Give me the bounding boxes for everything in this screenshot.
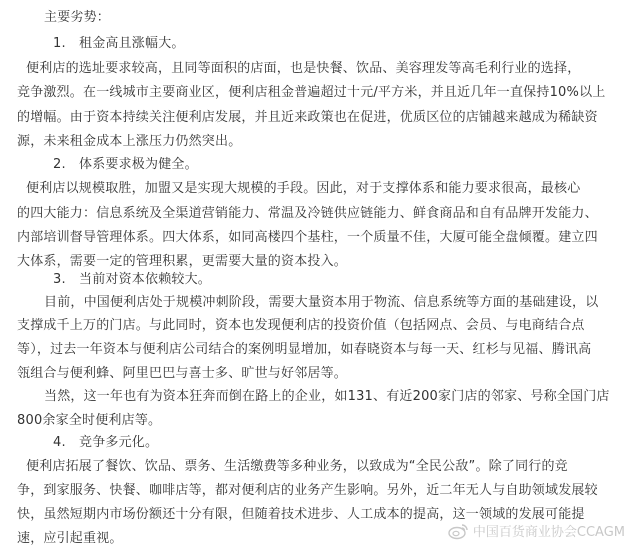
watermark-text: 中国百货商业协会CCAGM	[472, 525, 625, 540]
section-1-title: 1. 租金高且涨幅大。	[53, 36, 185, 51]
section-2-line-3: 内部培训督导管理体系。四大体系，如同高楼四个基柱，一个质量不佳，大厦可能全盘倾覆。建立四	[17, 230, 598, 245]
section-3-title: 3. 当前对资本依赖较大。	[53, 272, 212, 287]
section-2-line-2: 的四大能力：信息系统及全渠道营销能力、常温及冷链供应链能力、鲜食商品和自有品牌开发能力、	[17, 206, 598, 221]
weibo-icon	[448, 522, 470, 540]
section-3-line-5: 当然，这一年也有为资本狂奔而倒在路上的企业，如131、有近200家门店的邻家、号称全国门店	[44, 389, 610, 404]
section-1-line-3: 的增幅。由于资本持续关注便利店发展，并且近来政策也在促进，优质区位的店铺越来越成为稀缺资	[17, 110, 598, 125]
section-1-line-2: 竞争激烈。在一线城市主要商业区，便利店租金普遍超过十元/平方米，并且近几年一直保持10%以上	[17, 85, 606, 100]
section-1-line-1: 便利店的选址要求较高，且同等面积的店面，也是快餐、饮品、美容理发等高毛利行业的选择，	[26, 61, 581, 76]
section-1-line-4: 源，未来租金成本上涨压力仍然突出。	[17, 134, 242, 149]
section-4-line-4: 速，应引起重视。	[17, 531, 123, 546]
heading: 主要劣势：	[44, 10, 111, 25]
section-3-line-3: 等），过去一年资本与便利店公司结合的案例明显增加，如春晓资本与每一天、红杉与见福、腾讯高	[17, 342, 592, 357]
section-2-title: 2. 体系要求极为健全。	[53, 157, 198, 172]
section-3-line-6: 800余家全时便利店等。	[17, 413, 162, 428]
section-3-line-1: 目前，中国便利店处于规模冲刺阶段，需要大量资本用于物流、信息系统等方面的基础建设，以	[44, 295, 599, 310]
section-3-line-4: 瓴组合与便利蜂、阿里巴巴与喜士多、旷世与好邻居等。	[17, 366, 348, 381]
section-2-line-1: 便利店以规模取胜，加盟又是实现大规模的手段。因此，对于支撑体系和能力要求很高，最核心	[26, 181, 581, 196]
section-4-line-3: 快，虽然短期内市场份额还十分有限，但随着技术进步、人工成本的提高，这一领域的发展可能提	[17, 507, 585, 522]
section-4-line-1: 便利店拓展了餐饮、饮品、票务、生活缴费等多种业务，以致成为“全民公敌”。除了同行的竞	[26, 459, 568, 474]
section-3-line-2: 支撑成千上万的门店。与此同时，资本也发现便利店的投资价值（包括网点、会员、与电商结合点	[17, 318, 585, 333]
section-4-line-2: 争，到家服务、快餐、咖啡店等，都对便利店的业务产生影响。另外，近二年无人与自助领域发展较	[17, 483, 598, 498]
section-2-line-4: 大体系，需要一定的管理积累，更需要大量的资本投入。	[17, 254, 348, 269]
watermark	[448, 521, 625, 540]
section-4-title: 4. 竞争多元化。	[53, 435, 159, 450]
